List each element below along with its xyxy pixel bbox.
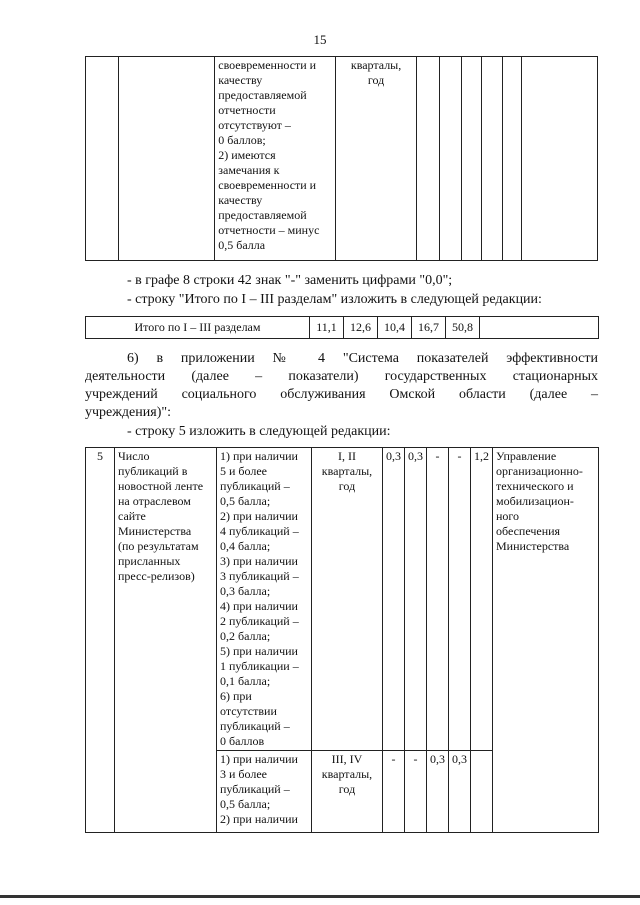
total-value: 16,7 [412, 317, 446, 339]
value-cell: 0,3 [405, 448, 427, 751]
criteria-cell: 1) при наличии 3 и более публикаций – 0,5 балла; 2) при наличии [217, 751, 312, 833]
value-cell: - [427, 448, 449, 751]
value-cell: - [383, 751, 405, 833]
cell-responsible [521, 57, 597, 261]
total-label: Итого по I – III разделам [86, 317, 310, 339]
responsible-cell: Управление организационно- технического и мобилизацион- ного обеспечения Министерства [493, 448, 599, 833]
value-cell: 0,3 [383, 448, 405, 751]
period-cell: III, IV кварталы, год [312, 751, 383, 833]
total-value: 12,6 [344, 317, 378, 339]
cell-value [416, 57, 439, 261]
instruction-line: - в графе 8 строки 42 знак "-" заменить цифрами "0,0"; [127, 273, 453, 288]
paragraph-line: 6) в приложении № 4 "Система показателей эффективности [127, 351, 598, 366]
total-empty [480, 317, 599, 339]
paragraph-line: деятельности (далее – показатели) государственных стационарных [85, 369, 598, 384]
value-cell: 1,2 [471, 448, 493, 751]
page-number: 15 [313, 32, 327, 47]
cell-period: кварталы, год [336, 57, 416, 261]
instruction-line: - строку "Итого по I – III разделам" изложить в следующей редакции: [127, 292, 542, 307]
value-cell: 0,3 [449, 751, 471, 833]
cell-criteria: своевременности и качеству предоставляемой отчетности отсутствуют – 0 баллов; 2) имеются замечания к своевременности и качеству предоставляемой отчетности – минус 0,5 балла [215, 57, 336, 261]
row5-table [85, 447, 599, 833]
row-number: 5 [86, 448, 115, 833]
total-row-table [85, 316, 599, 339]
total-value: 11,1 [310, 317, 344, 339]
total-value: 10,4 [378, 317, 412, 339]
value-cell: - [405, 751, 427, 833]
value-cell: - [449, 448, 471, 751]
cell-value [502, 57, 521, 261]
value-cell [471, 751, 493, 833]
cell-number [86, 57, 119, 261]
indicator-name: Число публикаций в новостной ленте на отраслевом сайте Министерства (по результатам присланных пресс-релизов) [115, 448, 217, 833]
paragraph-line: учреждения)": [85, 405, 171, 420]
criteria-cell: 1) при наличии 5 и более публикаций – 0,5 балла; 2) при наличии 4 публикаций – 0,4 балла; 3) при наличии 3 публикаций – 0,3 балла; 4) при наличии 2 публикаций – 0,2 балла; 5) при наличии 1 публикации – 0,1 балла; 6) при отсутствии публикаций – 0 баллов [217, 448, 312, 751]
paragraph-line: учреждений социального обслуживания Омской области (далее – [85, 387, 598, 402]
total-value: 50,8 [446, 317, 480, 339]
cell-value [481, 57, 502, 261]
page-edge-line [0, 895, 640, 898]
instruction-line: - строку 5 изложить в следующей редакции: [127, 424, 391, 439]
cell-value [461, 57, 481, 261]
continued-table [85, 56, 598, 261]
cell-value [439, 57, 461, 261]
period-cell: I, II кварталы, год [312, 448, 383, 751]
value-cell: 0,3 [427, 751, 449, 833]
cell-indicator [119, 57, 215, 261]
